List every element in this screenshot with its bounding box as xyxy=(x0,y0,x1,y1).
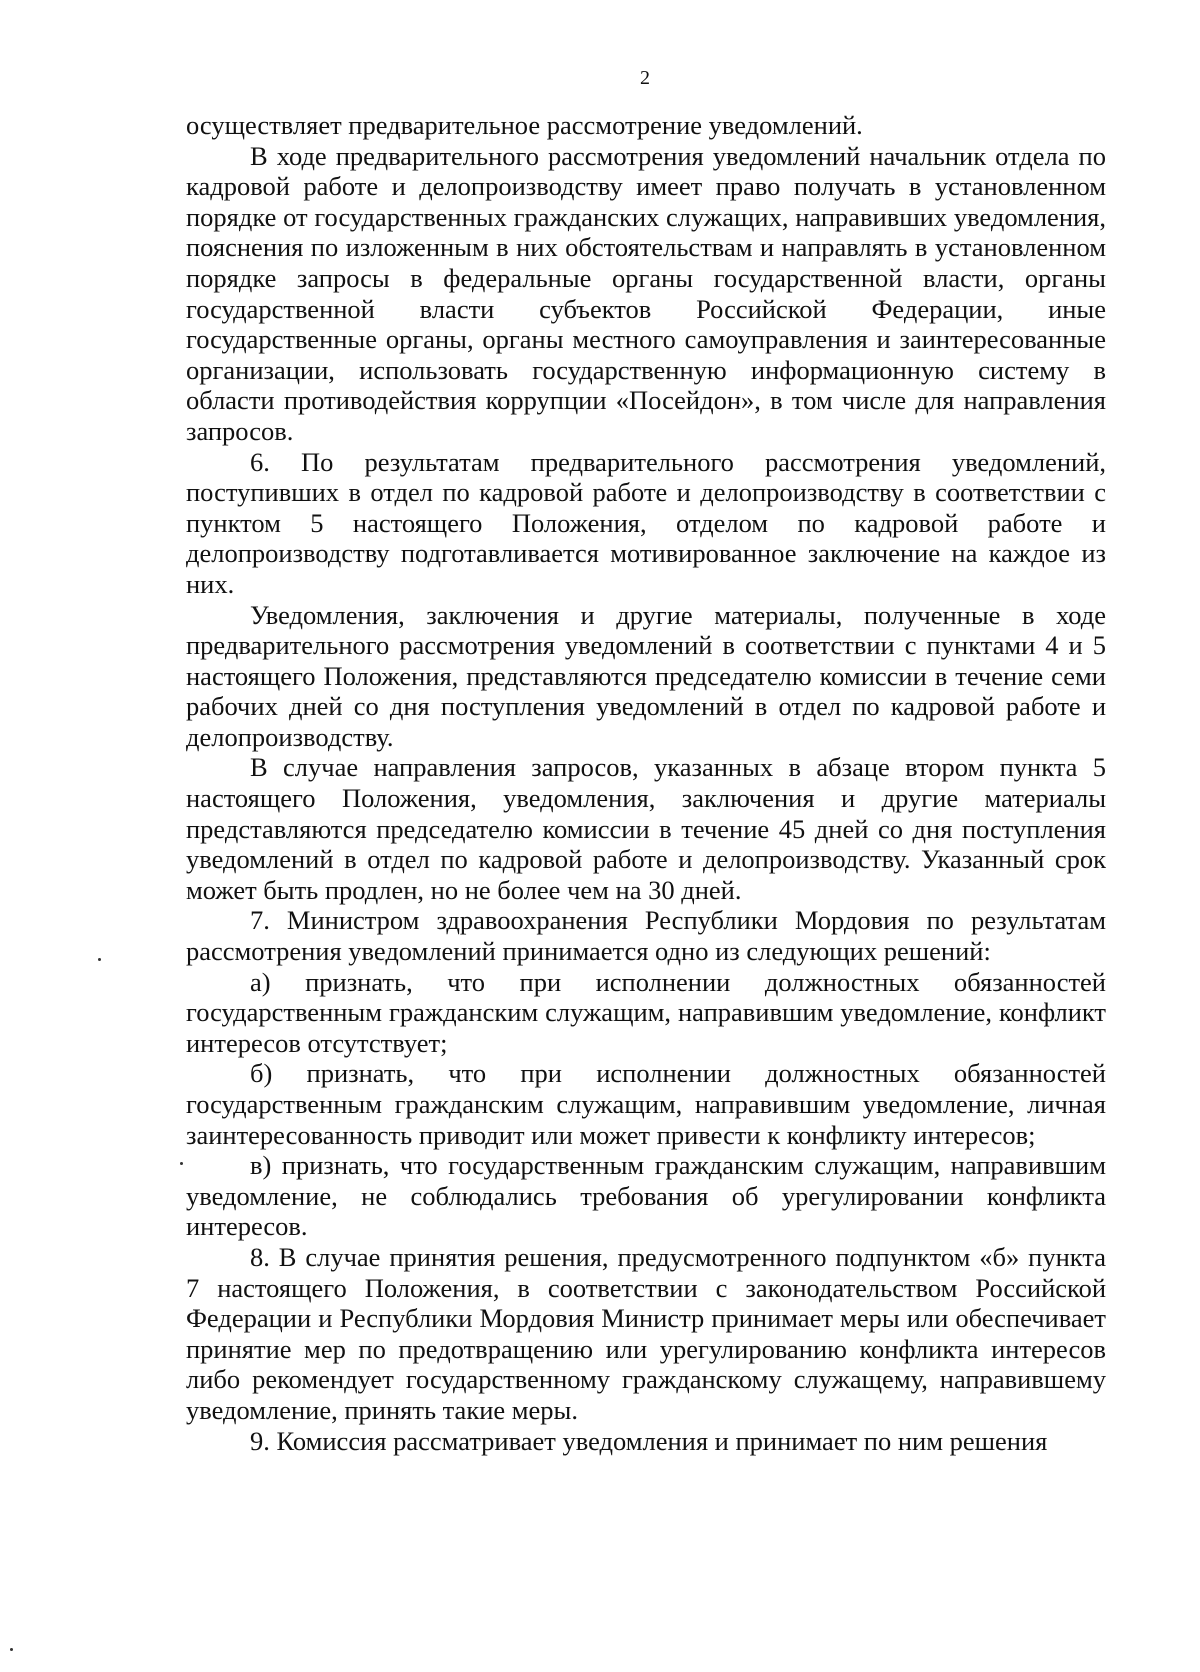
paragraph-materials-submission: Уведомления, заключения и другие материалы, полученные в ходе предварительного рассмотрения уведомлений в соответствии с пунктами 4 и 5 настоящего Положения, представляются председателю комиссии в течение семи рабочих дней со дня поступления уведомлений в отдел по кадровой работе и делопроизводству. xyxy=(186,599,1106,752)
paragraph-continuation: осуществляет предварительное рассмотрение уведомлений. xyxy=(186,110,863,140)
paragraph-item-7a: а) признать, что при исполнении должностных обязанностей государственным гражданским служащим, направившим уведомление, конфликт интересов отсутствует; xyxy=(186,966,1106,1058)
scan-speck xyxy=(180,1162,183,1165)
paragraph-item-7v: в) признать, что государственным гражданским служащим, направившим уведомление, не соблюдались требования об урегулировании конфликта интересов. xyxy=(186,1150,1106,1242)
scan-speck xyxy=(98,958,101,961)
paragraph-item-9: 9. Комиссия рассматривает уведомления и принимает по ним решения xyxy=(250,1425,1048,1456)
paragraph-item-6: 6. По результатам предварительного рассмотрения уведомлений, поступивших в отдел по кадровой работе и делопроизводству в соответствии с пунктом 5 настоящего Положения, отделом по кадровой работе и делопроизводству подготавливается мотивированное заключение на каждое из них. xyxy=(186,446,1106,599)
paragraph-item-7b: б) признать, что при исполнении должностных обязанностей государственным гражданским служащим, направившим уведомление, личная заинтересованность приводит или может привести к конфликту интересов; xyxy=(186,1058,1106,1150)
paragraph-item-7: 7. Министром здравоохранения Республики Мордовия по результатам рассмотрения уведомлений принимается одно из следующих решений: xyxy=(186,905,1106,967)
page-number: 2 xyxy=(640,67,650,89)
scan-speck xyxy=(10,1648,13,1651)
paragraph-preliminary-review: В ходе предварительного рассмотрения уведомлений начальник отдела по кадровой работе и делопроизводству имеет право получать в установленном порядке от государственных гражданских служащих, направивших уведомления, пояснения по изложенным в них обстоятельствам и направлять в установленном порядке запросы в федеральные органы государственной власти, органы государственной власти субъектов Российской Федерации, иные государственные органы, органы местного самоуправления и заинтересованные организации, использовать государственную информационную систему в области противодействия коррупции «Посейдон», в том числе для направления запросов. xyxy=(186,140,1106,446)
paragraph-requests-deadline: В случае направления запросов, указанных в абзаце втором пункта 5 настоящего Положения, уведомления, заключения и другие материалы представляются председателю комиссии в течение 45 дней со дня поступления уведомлений в отдел по кадровой работе и делопроизводству. Указанный срок может быть продлен, но не более чем на 30 дней. xyxy=(186,752,1106,905)
document-body xyxy=(186,110,1106,1456)
paragraph-item-8: 8. В случае принятия решения, предусмотренного подпунктом «б» пункта 7 настоящего Положения, в соответствии с законодательством Российской Федерации и Республики Мордовия Министр принимает меры или обеспечивает принятие мер по предотвращению или урегулированию конфликта интересов либо рекомендует государственному гражданскому служащему, направившему уведомление, принять такие меры. xyxy=(186,1241,1106,1425)
